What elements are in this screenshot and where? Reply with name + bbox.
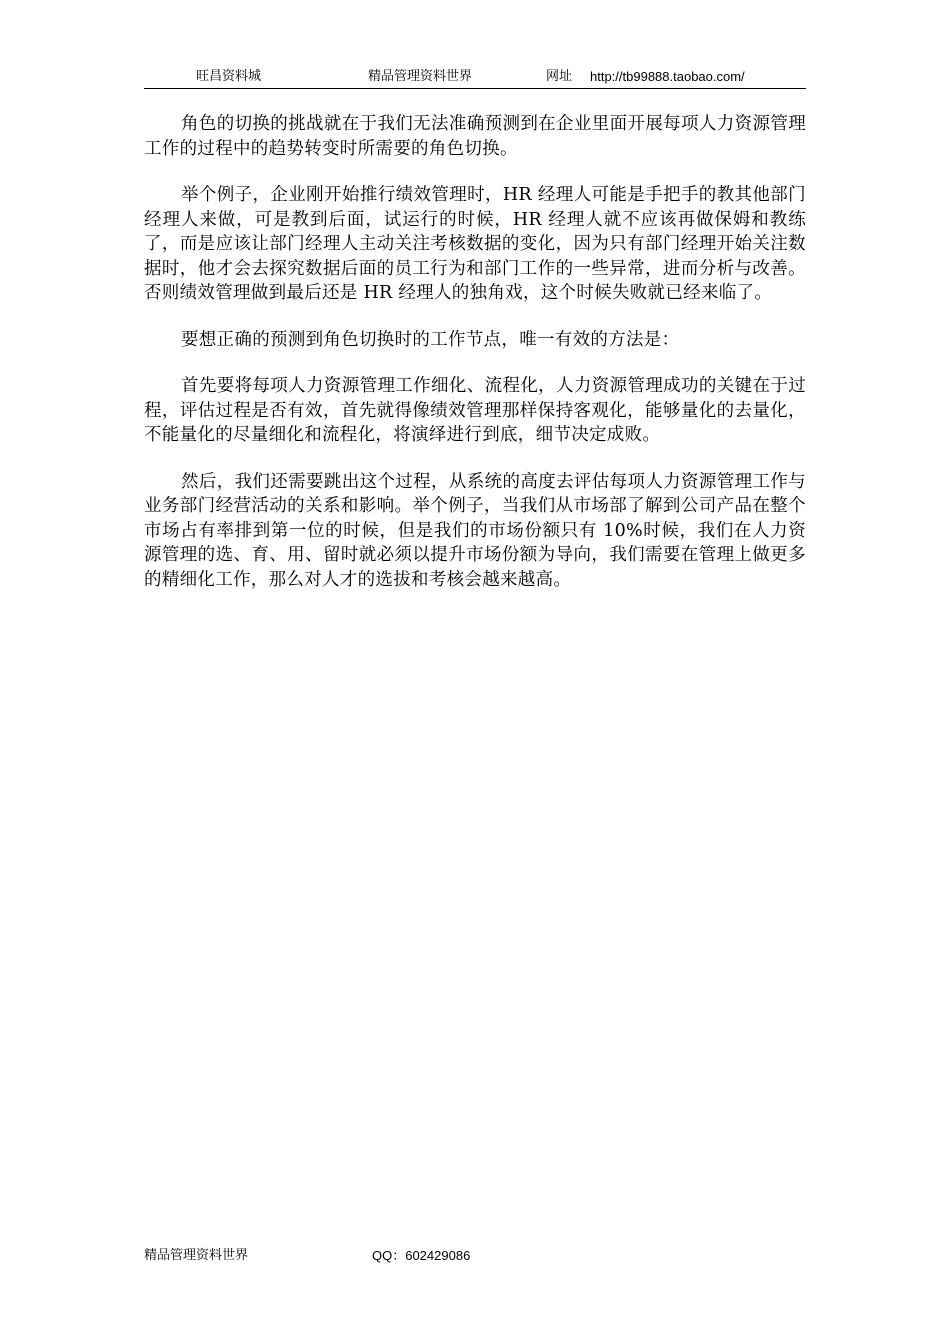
header-site-name: 旺昌资料城 bbox=[196, 69, 262, 84]
header-tagline: 精品管理资料世界 bbox=[368, 69, 473, 84]
paragraph: 角色的切换的挑战就在于我们无法准确预测到在企业里面开展每项人力资源管理工作的过程中的趋势转变时所需要的角色切换。 bbox=[144, 114, 806, 159]
footer-tagline: 精品管理资料世界 bbox=[144, 1248, 249, 1263]
document-body bbox=[144, 112, 806, 614]
paragraph: 要想正确的预测到角色切换时的工作节点，唯一有效的方法是： bbox=[181, 329, 680, 350]
paragraph: 然后，我们还需要跳出这个过程，从系统的高度去评估每项人力资源管理工作与业务部门经营活动的关系和影响。举个例子，当我们从市场部了解到公司产品在整个市场占有率排到第一位的时候，但是我们的市场份额只有 10%时候，我们在人力资源管理的选、育、用、留时就必须以提升市场份额为导向，我们需要在管理上做更多的精细化工作，那么对人才的选拔和考核会越来越高。 bbox=[144, 471, 806, 590]
header-url-link[interactable]: http://tb99888.taobao.com/ bbox=[590, 69, 745, 84]
page-footer bbox=[144, 1245, 806, 1267]
header-url-label: 网址 bbox=[546, 69, 573, 84]
paragraph: 首先要将每项人力资源管理工作细化、流程化，人力资源管理成功的关键在于过程，评估过程是否有效，首先就得像绩效管理那样保持客观化，能够量化的去量化，不能量化的尽量细化和流程化，将演绎进行到底，细节决定成败。 bbox=[144, 376, 806, 445]
paragraph: 举个例子，企业刚开始推行绩效管理时，HR 经理人可能是手把手的教其他部门经理人来做，可是教到后面，试运行的时候，HR 经理人就不应该再做保姆和教练了，而是应该让部门经理人主动关注考核数据的变化，因为只有部门经理开始关注数据时，他才会去探究数据后面的员工行为和部门工作的一些异常，进而分析与改善。否则绩效管理做到最后还是 HR 经理人的独角戏，这个时候失败就已经来临了。 bbox=[144, 185, 806, 303]
footer-qq-contact: QQ：602429086 bbox=[372, 1248, 471, 1263]
page-header bbox=[144, 66, 806, 88]
header-divider bbox=[144, 88, 806, 89]
